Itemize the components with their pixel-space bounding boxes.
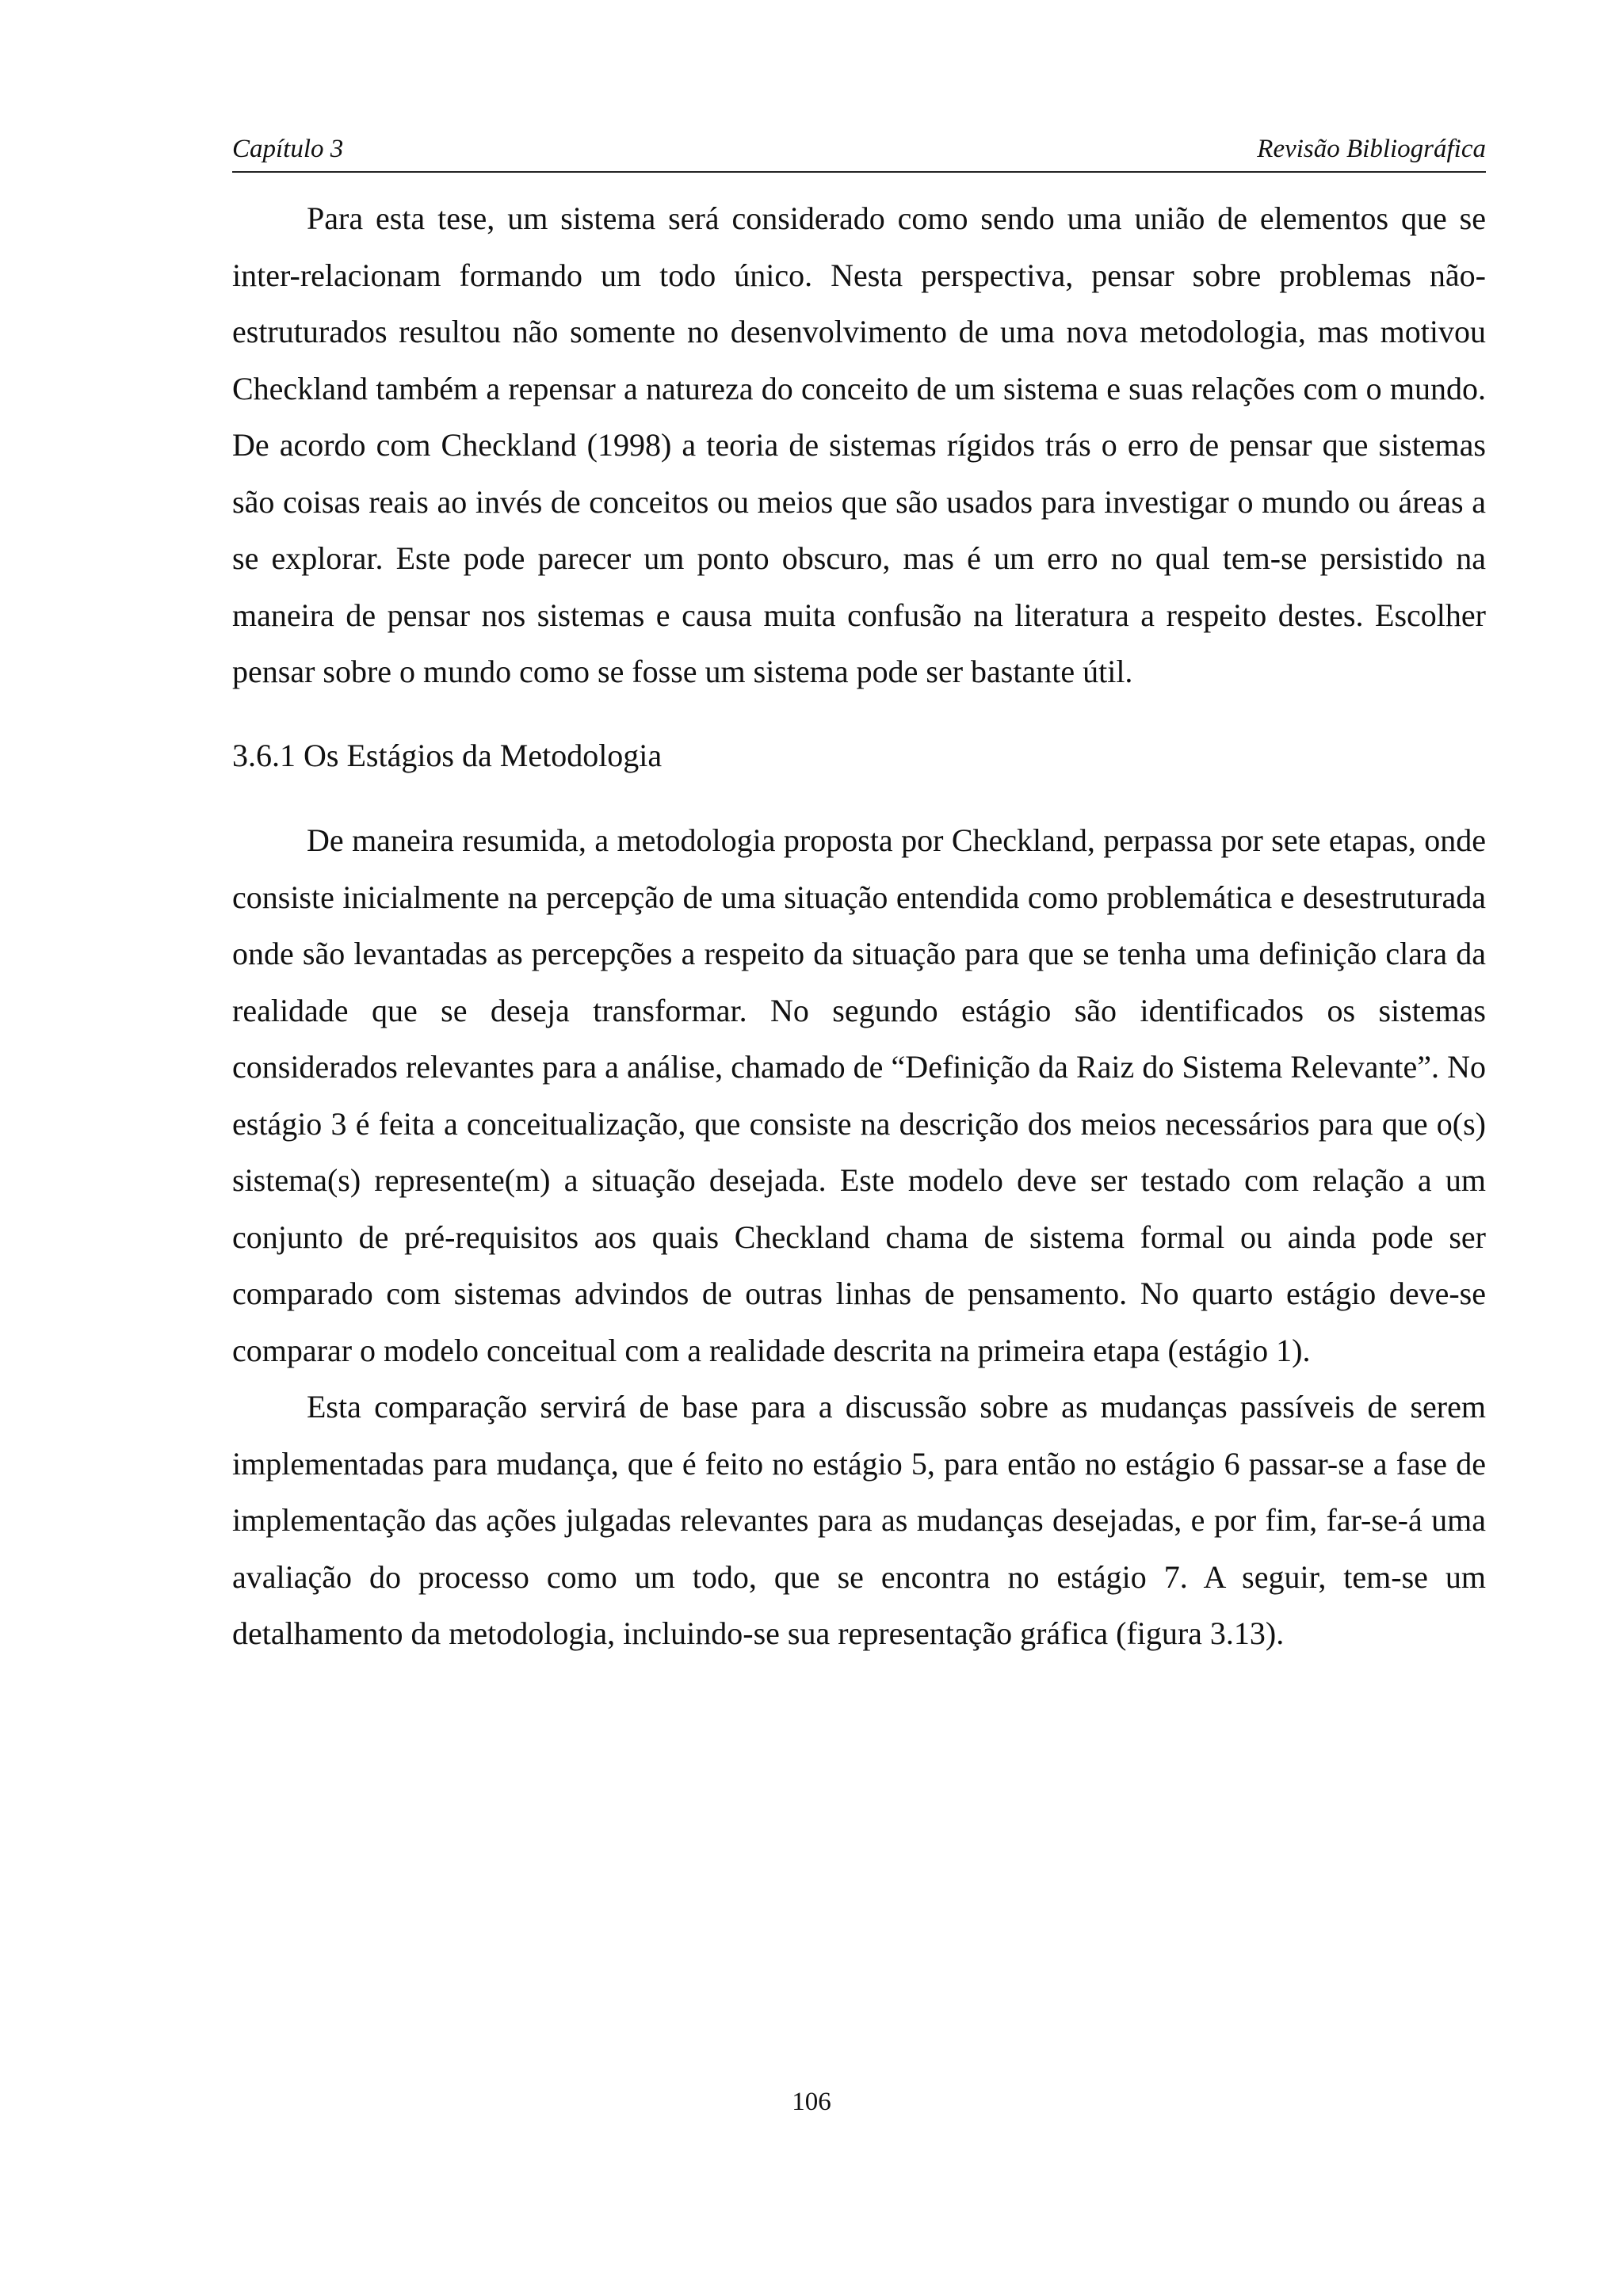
page-number: 106 — [792, 2088, 831, 2116]
section-heading: 3.6.1 Os Estágios da Metodologia — [232, 737, 663, 773]
paragraph-systems-definition: Para esta tese, um sistema será considerado como sendo uma união de elementos que se inter-relacionam formando um todo único. Nesta perspectiva, pensar sobre problemas não-estruturados resultou não somente no desenvolvimento de uma nova metodologia, mas motivou Checkland também a repensar a natureza do conceito de um sistema e suas relações com o mundo. De acordo com Checkland (1998) a teoria de sistemas rígidos trás o erro de pensar que sistemas são coisas reais ao invés de conceitos ou meios que são usados para investigar o mundo ou áreas a se explorar. Este pode parecer um ponto obscuro, mas é um erro no qual tem-se persistido na maneira de pensar nos sistemas e causa muita confusão na literatura a respeito destes. Escolher pensar sobre o mundo como se fosse um sistema pode ser bastante útil. — [232, 200, 1486, 689]
body-text — [232, 190, 1486, 1662]
paragraph-methodology-stages: De maneira resumida, a metodologia proposta por Checkland, perpassa por sete etapas, onde consiste inicialmente na percepção de uma situação entendida como problemática e desestruturada onde são levantadas as percepções a respeito da situação para que se tenha uma definição clara da realidade que se deseja transformar. No segundo estágio são identificados os sistemas considerados relevantes para a análise, chamado de “Definição da Raiz do Sistema Relevante”. No estágio 3 é feita a conceitualização, que consiste na descrição dos meios necessários para que o(s) sistema(s) represente(m) a situação desejada. Este modelo deve ser testado com relação a um conjunto de pré-requisitos aos quais Checkland chama de sistema formal ou ainda pode ser comparado com sistemas advindos de outras linhas de pensamento. No quarto estágio deve-se comparar o modelo conceitual com a realidade descrita na primeira etapa (estágio 1). — [232, 822, 1486, 1368]
paragraph-comparison-stages: Esta comparação servirá de base para a discussão sobre as mudanças passíveis de serem implementadas para mudança, que é feito no estágio 5, para então no estágio 6 passar-se a fase de implementação das ações julgadas relevantes para as mudanças desejadas, e por fim, far-se-á uma avaliação do processo como um todo, que se encontra no estágio 7. A seguir, tem-se um detalhamento da metodologia, incluindo-se sua representação gráfica (figura 3.13). — [232, 1389, 1486, 1651]
section-label: Revisão Bibliográfica — [1257, 135, 1486, 163]
chapter-label: Capítulo 3 — [232, 135, 344, 163]
running-header — [232, 133, 1486, 173]
